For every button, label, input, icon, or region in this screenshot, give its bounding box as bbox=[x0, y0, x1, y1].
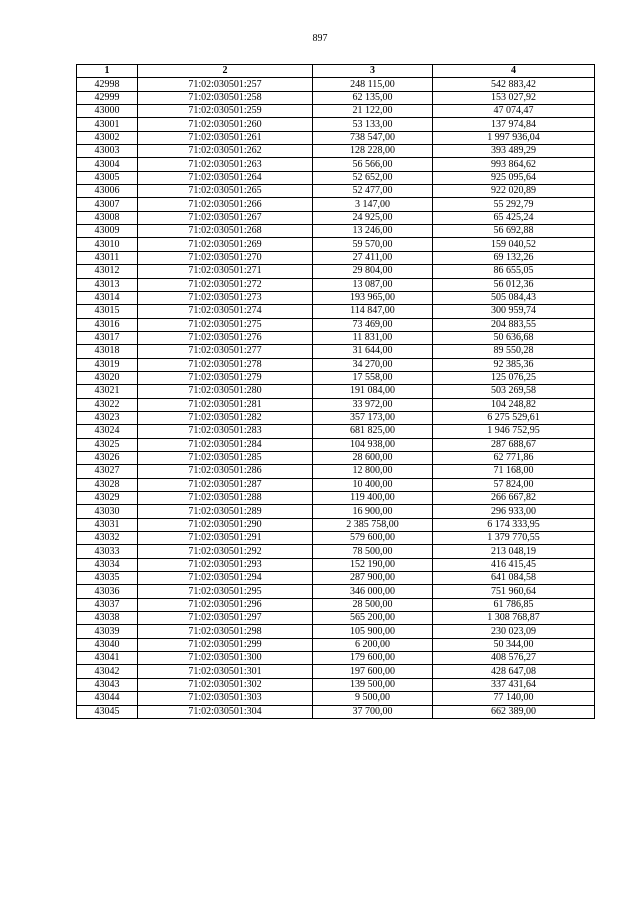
row-number-cell: 43010 bbox=[77, 238, 138, 251]
row-number-cell: 43009 bbox=[77, 225, 138, 238]
area-value-cell: 9 500,00 bbox=[313, 692, 433, 705]
row-number-cell: 43035 bbox=[77, 572, 138, 585]
area-value-cell: 287 900,00 bbox=[313, 572, 433, 585]
row-number-cell: 43004 bbox=[77, 158, 138, 171]
row-number-cell: 43037 bbox=[77, 598, 138, 611]
row-number-cell: 43028 bbox=[77, 478, 138, 491]
row-number-cell: 43043 bbox=[77, 678, 138, 691]
cadastral-number-cell: 71:02:030501:274 bbox=[138, 305, 313, 318]
cadastral-value-cell: 922 020,89 bbox=[433, 185, 595, 198]
cadastral-number-cell: 71:02:030501:280 bbox=[138, 385, 313, 398]
cadastral-value-cell: 125 076,25 bbox=[433, 371, 595, 384]
area-value-cell: 31 644,00 bbox=[313, 345, 433, 358]
cadastral-number-cell: 71:02:030501:297 bbox=[138, 612, 313, 625]
cadastral-value-cell: 266 667,82 bbox=[433, 492, 595, 505]
row-number-cell: 43024 bbox=[77, 425, 138, 438]
page-number: 897 bbox=[312, 33, 328, 44]
area-value-cell: 565 200,00 bbox=[313, 612, 433, 625]
table-row bbox=[77, 425, 595, 438]
cadastral-value-cell: 213 048,19 bbox=[433, 545, 595, 558]
cadastral-number-cell: 71:02:030501:284 bbox=[138, 438, 313, 451]
table-row bbox=[77, 465, 595, 478]
area-value-cell: 73 469,00 bbox=[313, 318, 433, 331]
row-number-cell: 43027 bbox=[77, 465, 138, 478]
table-row bbox=[77, 692, 595, 705]
row-number-cell: 43000 bbox=[77, 105, 138, 118]
cadastral-number-cell: 71:02:030501:299 bbox=[138, 638, 313, 651]
row-number-cell: 43002 bbox=[77, 131, 138, 144]
cadastral-number-cell: 71:02:030501:298 bbox=[138, 625, 313, 638]
row-number-cell: 43011 bbox=[77, 251, 138, 264]
cadastral-number-cell: 71:02:030501:273 bbox=[138, 291, 313, 304]
row-number-cell: 43041 bbox=[77, 652, 138, 665]
table-row bbox=[77, 131, 595, 144]
row-number-cell: 43044 bbox=[77, 692, 138, 705]
area-value-cell: 191 084,00 bbox=[313, 385, 433, 398]
cadastral-number-cell: 71:02:030501:295 bbox=[138, 585, 313, 598]
table-row bbox=[77, 451, 595, 464]
cadastral-value-cell: 6 275 529,61 bbox=[433, 411, 595, 424]
cadastral-value-cell: 204 883,55 bbox=[433, 318, 595, 331]
row-number-cell: 43017 bbox=[77, 331, 138, 344]
row-number-cell: 43015 bbox=[77, 305, 138, 318]
row-number-cell: 43019 bbox=[77, 358, 138, 371]
table-row bbox=[77, 438, 595, 451]
cadastral-value-cell: 925 095,64 bbox=[433, 171, 595, 184]
cadastral-number-cell: 71:02:030501:292 bbox=[138, 545, 313, 558]
cadastral-number-cell: 71:02:030501:288 bbox=[138, 492, 313, 505]
cadastral-value-cell: 662 389,00 bbox=[433, 705, 595, 718]
area-value-cell: 34 270,00 bbox=[313, 358, 433, 371]
cadastral-number-cell: 71:02:030501:303 bbox=[138, 692, 313, 705]
header-row bbox=[77, 65, 595, 78]
table-row bbox=[77, 371, 595, 384]
row-number-cell: 43005 bbox=[77, 171, 138, 184]
row-number-cell: 43012 bbox=[77, 265, 138, 278]
table-row bbox=[77, 105, 595, 118]
row-number-cell: 43013 bbox=[77, 278, 138, 291]
cadastral-value-cell: 50 344,00 bbox=[433, 638, 595, 651]
table-row bbox=[77, 238, 595, 251]
area-value-cell: 6 200,00 bbox=[313, 638, 433, 651]
cadastral-number-cell: 71:02:030501:296 bbox=[138, 598, 313, 611]
cadastral-value-cell: 337 431,64 bbox=[433, 678, 595, 691]
table-row bbox=[77, 598, 595, 611]
cadastral-number-cell: 71:02:030501:282 bbox=[138, 411, 313, 424]
cadastral-value-cell: 6 174 333,95 bbox=[433, 518, 595, 531]
row-number-cell: 43007 bbox=[77, 198, 138, 211]
area-value-cell: 24 925,00 bbox=[313, 211, 433, 224]
row-number-cell: 43036 bbox=[77, 585, 138, 598]
table-row bbox=[77, 225, 595, 238]
row-number-cell: 43026 bbox=[77, 451, 138, 464]
cadastral-value-cell: 1 379 770,55 bbox=[433, 532, 595, 545]
cadastral-value-cell: 1 946 752,95 bbox=[433, 425, 595, 438]
area-value-cell: 62 135,00 bbox=[313, 91, 433, 104]
area-value-cell: 10 400,00 bbox=[313, 478, 433, 491]
cadastral-value-cell: 56 012,36 bbox=[433, 278, 595, 291]
cadastral-value-table bbox=[76, 64, 595, 719]
row-number-cell: 43029 bbox=[77, 492, 138, 505]
table-row bbox=[77, 291, 595, 304]
row-number-cell: 43025 bbox=[77, 438, 138, 451]
cadastral-value-cell: 104 248,82 bbox=[433, 398, 595, 411]
cadastral-number-cell: 71:02:030501:269 bbox=[138, 238, 313, 251]
row-number-cell: 43001 bbox=[77, 118, 138, 131]
area-value-cell: 105 900,00 bbox=[313, 625, 433, 638]
cadastral-value-cell: 56 692,88 bbox=[433, 225, 595, 238]
area-value-cell: 579 600,00 bbox=[313, 532, 433, 545]
area-value-cell: 346 000,00 bbox=[313, 585, 433, 598]
table-row bbox=[77, 305, 595, 318]
area-value-cell: 28 500,00 bbox=[313, 598, 433, 611]
area-value-cell: 152 190,00 bbox=[313, 558, 433, 571]
table-row bbox=[77, 545, 595, 558]
cadastral-value-cell: 416 415,45 bbox=[433, 558, 595, 571]
cadastral-value-cell: 230 023,09 bbox=[433, 625, 595, 638]
row-number-cell: 43032 bbox=[77, 532, 138, 545]
table-row bbox=[77, 171, 595, 184]
cadastral-number-cell: 71:02:030501:258 bbox=[138, 91, 313, 104]
area-value-cell: 53 133,00 bbox=[313, 118, 433, 131]
cadastral-number-cell: 71:02:030501:287 bbox=[138, 478, 313, 491]
cadastral-number-cell: 71:02:030501:277 bbox=[138, 345, 313, 358]
cadastral-number-cell: 71:02:030501:293 bbox=[138, 558, 313, 571]
table-row bbox=[77, 518, 595, 531]
cadastral-number-cell: 71:02:030501:265 bbox=[138, 185, 313, 198]
table-row bbox=[77, 558, 595, 571]
table-body bbox=[77, 78, 595, 719]
cadastral-value-cell: 89 550,28 bbox=[433, 345, 595, 358]
table-row bbox=[77, 532, 595, 545]
row-number-cell: 43030 bbox=[77, 505, 138, 518]
cadastral-value-cell: 300 959,74 bbox=[433, 305, 595, 318]
table-header bbox=[77, 65, 595, 78]
row-number-cell: 43020 bbox=[77, 371, 138, 384]
table-row bbox=[77, 211, 595, 224]
table-row bbox=[77, 198, 595, 211]
table-row bbox=[77, 638, 595, 651]
table-row bbox=[77, 331, 595, 344]
cadastral-value-cell: 50 636,68 bbox=[433, 331, 595, 344]
area-value-cell: 119 400,00 bbox=[313, 492, 433, 505]
cadastral-value-cell: 993 864,62 bbox=[433, 158, 595, 171]
area-value-cell: 12 800,00 bbox=[313, 465, 433, 478]
row-number-cell: 43006 bbox=[77, 185, 138, 198]
table-row bbox=[77, 318, 595, 331]
cadastral-number-cell: 71:02:030501:281 bbox=[138, 398, 313, 411]
cadastral-value-cell: 92 385,36 bbox=[433, 358, 595, 371]
cadastral-value-cell: 86 655,05 bbox=[433, 265, 595, 278]
cadastral-value-cell: 503 269,58 bbox=[433, 385, 595, 398]
area-value-cell: 52 652,00 bbox=[313, 171, 433, 184]
area-value-cell: 3 147,00 bbox=[313, 198, 433, 211]
table-row bbox=[77, 505, 595, 518]
table-row bbox=[77, 705, 595, 718]
area-value-cell: 37 700,00 bbox=[313, 705, 433, 718]
cadastral-value-cell: 428 647,08 bbox=[433, 665, 595, 678]
cadastral-value-cell: 296 933,00 bbox=[433, 505, 595, 518]
table-row bbox=[77, 265, 595, 278]
cadastral-number-cell: 71:02:030501:276 bbox=[138, 331, 313, 344]
row-number-cell: 42999 bbox=[77, 91, 138, 104]
area-value-cell: 13 246,00 bbox=[313, 225, 433, 238]
area-value-cell: 17 558,00 bbox=[313, 371, 433, 384]
area-value-cell: 59 570,00 bbox=[313, 238, 433, 251]
table-row bbox=[77, 652, 595, 665]
table-row bbox=[77, 158, 595, 171]
cadastral-value-cell: 137 974,84 bbox=[433, 118, 595, 131]
area-value-cell: 56 566,00 bbox=[313, 158, 433, 171]
table-row bbox=[77, 358, 595, 371]
cadastral-value-cell: 542 883,42 bbox=[433, 78, 595, 91]
cadastral-number-cell: 71:02:030501:264 bbox=[138, 171, 313, 184]
table-row bbox=[77, 278, 595, 291]
table-row bbox=[77, 145, 595, 158]
cadastral-number-cell: 71:02:030501:275 bbox=[138, 318, 313, 331]
area-value-cell: 357 173,00 bbox=[313, 411, 433, 424]
cadastral-number-cell: 71:02:030501:304 bbox=[138, 705, 313, 718]
row-number-cell: 43042 bbox=[77, 665, 138, 678]
cadastral-value-cell: 55 292,79 bbox=[433, 198, 595, 211]
cadastral-number-cell: 71:02:030501:286 bbox=[138, 465, 313, 478]
row-number-cell: 43014 bbox=[77, 291, 138, 304]
table-row bbox=[77, 118, 595, 131]
cadastral-value-cell: 287 688,67 bbox=[433, 438, 595, 451]
column-header-3: 3 bbox=[313, 65, 433, 78]
cadastral-number-cell: 71:02:030501:289 bbox=[138, 505, 313, 518]
cadastral-number-cell: 71:02:030501:257 bbox=[138, 78, 313, 91]
cadastral-value-cell: 61 786,85 bbox=[433, 598, 595, 611]
area-value-cell: 128 228,00 bbox=[313, 145, 433, 158]
row-number-cell: 43023 bbox=[77, 411, 138, 424]
cadastral-number-cell: 71:02:030501:294 bbox=[138, 572, 313, 585]
table-row bbox=[77, 251, 595, 264]
table-row bbox=[77, 478, 595, 491]
row-number-cell: 43039 bbox=[77, 625, 138, 638]
row-number-cell: 43034 bbox=[77, 558, 138, 571]
row-number-cell: 43021 bbox=[77, 385, 138, 398]
cadastral-value-cell: 153 027,92 bbox=[433, 91, 595, 104]
area-value-cell: 104 938,00 bbox=[313, 438, 433, 451]
area-value-cell: 27 411,00 bbox=[313, 251, 433, 264]
cadastral-value-cell: 751 960,64 bbox=[433, 585, 595, 598]
row-number-cell: 43040 bbox=[77, 638, 138, 651]
cadastral-number-cell: 71:02:030501:290 bbox=[138, 518, 313, 531]
cadastral-number-cell: 71:02:030501:260 bbox=[138, 118, 313, 131]
row-number-cell: 42998 bbox=[77, 78, 138, 91]
area-value-cell: 21 122,00 bbox=[313, 105, 433, 118]
area-value-cell: 13 087,00 bbox=[313, 278, 433, 291]
cadastral-number-cell: 71:02:030501:291 bbox=[138, 532, 313, 545]
row-number-cell: 43016 bbox=[77, 318, 138, 331]
cadastral-number-cell: 71:02:030501:278 bbox=[138, 358, 313, 371]
column-header-2: 2 bbox=[138, 65, 313, 78]
area-value-cell: 29 804,00 bbox=[313, 265, 433, 278]
table-row bbox=[77, 385, 595, 398]
table-row bbox=[77, 91, 595, 104]
row-number-cell: 43022 bbox=[77, 398, 138, 411]
cadastral-number-cell: 71:02:030501:272 bbox=[138, 278, 313, 291]
cadastral-number-cell: 71:02:030501:263 bbox=[138, 158, 313, 171]
cadastral-value-cell: 641 084,58 bbox=[433, 572, 595, 585]
table-row bbox=[77, 612, 595, 625]
cadastral-number-cell: 71:02:030501:262 bbox=[138, 145, 313, 158]
cadastral-value-cell: 505 084,43 bbox=[433, 291, 595, 304]
table-row bbox=[77, 398, 595, 411]
table-row bbox=[77, 625, 595, 638]
area-value-cell: 33 972,00 bbox=[313, 398, 433, 411]
area-value-cell: 248 115,00 bbox=[313, 78, 433, 91]
cadastral-number-cell: 71:02:030501:271 bbox=[138, 265, 313, 278]
cadastral-number-cell: 71:02:030501:268 bbox=[138, 225, 313, 238]
area-value-cell: 139 500,00 bbox=[313, 678, 433, 691]
row-number-cell: 43018 bbox=[77, 345, 138, 358]
cadastral-number-cell: 71:02:030501:267 bbox=[138, 211, 313, 224]
table-row bbox=[77, 185, 595, 198]
cadastral-number-cell: 71:02:030501:259 bbox=[138, 105, 313, 118]
cadastral-number-cell: 71:02:030501:302 bbox=[138, 678, 313, 691]
cadastral-value-cell: 57 824,00 bbox=[433, 478, 595, 491]
row-number-cell: 43045 bbox=[77, 705, 138, 718]
cadastral-number-cell: 71:02:030501:300 bbox=[138, 652, 313, 665]
cadastral-value-cell: 1 997 936,04 bbox=[433, 131, 595, 144]
cadastral-value-cell: 77 140,00 bbox=[433, 692, 595, 705]
cadastral-value-cell: 47 074,47 bbox=[433, 105, 595, 118]
table-row bbox=[77, 78, 595, 91]
cadastral-value-cell: 62 771,86 bbox=[433, 451, 595, 464]
table-row bbox=[77, 665, 595, 678]
cadastral-value-cell: 159 040,52 bbox=[433, 238, 595, 251]
row-number-cell: 43003 bbox=[77, 145, 138, 158]
row-number-cell: 43038 bbox=[77, 612, 138, 625]
table-row bbox=[77, 585, 595, 598]
row-number-cell: 43031 bbox=[77, 518, 138, 531]
cadastral-value-cell: 1 308 768,87 bbox=[433, 612, 595, 625]
column-header-1: 1 bbox=[77, 65, 138, 78]
area-value-cell: 114 847,00 bbox=[313, 305, 433, 318]
cadastral-value-cell: 408 576,27 bbox=[433, 652, 595, 665]
area-value-cell: 52 477,00 bbox=[313, 185, 433, 198]
column-header-4: 4 bbox=[433, 65, 595, 78]
table-row bbox=[77, 678, 595, 691]
table-row bbox=[77, 492, 595, 505]
area-value-cell: 16 900,00 bbox=[313, 505, 433, 518]
area-value-cell: 681 825,00 bbox=[313, 425, 433, 438]
area-value-cell: 78 500,00 bbox=[313, 545, 433, 558]
cadastral-number-cell: 71:02:030501:270 bbox=[138, 251, 313, 264]
area-value-cell: 2 385 758,00 bbox=[313, 518, 433, 531]
table-row bbox=[77, 572, 595, 585]
area-value-cell: 738 547,00 bbox=[313, 131, 433, 144]
cadastral-number-cell: 71:02:030501:261 bbox=[138, 131, 313, 144]
cadastral-value-cell: 71 168,00 bbox=[433, 465, 595, 478]
row-number-cell: 43033 bbox=[77, 545, 138, 558]
area-value-cell: 193 965,00 bbox=[313, 291, 433, 304]
cadastral-value-cell: 65 425,24 bbox=[433, 211, 595, 224]
area-value-cell: 11 831,00 bbox=[313, 331, 433, 344]
cadastral-number-cell: 71:02:030501:279 bbox=[138, 371, 313, 384]
row-number-cell: 43008 bbox=[77, 211, 138, 224]
cadastral-number-cell: 71:02:030501:283 bbox=[138, 425, 313, 438]
area-value-cell: 28 600,00 bbox=[313, 451, 433, 464]
area-value-cell: 179 600,00 bbox=[313, 652, 433, 665]
cadastral-value-cell: 69 132,26 bbox=[433, 251, 595, 264]
cadastral-number-cell: 71:02:030501:301 bbox=[138, 665, 313, 678]
cadastral-number-cell: 71:02:030501:266 bbox=[138, 198, 313, 211]
cadastral-value-cell: 393 489,29 bbox=[433, 145, 595, 158]
table-row bbox=[77, 345, 595, 358]
table-row bbox=[77, 411, 595, 424]
area-value-cell: 197 600,00 bbox=[313, 665, 433, 678]
cadastral-number-cell: 71:02:030501:285 bbox=[138, 451, 313, 464]
